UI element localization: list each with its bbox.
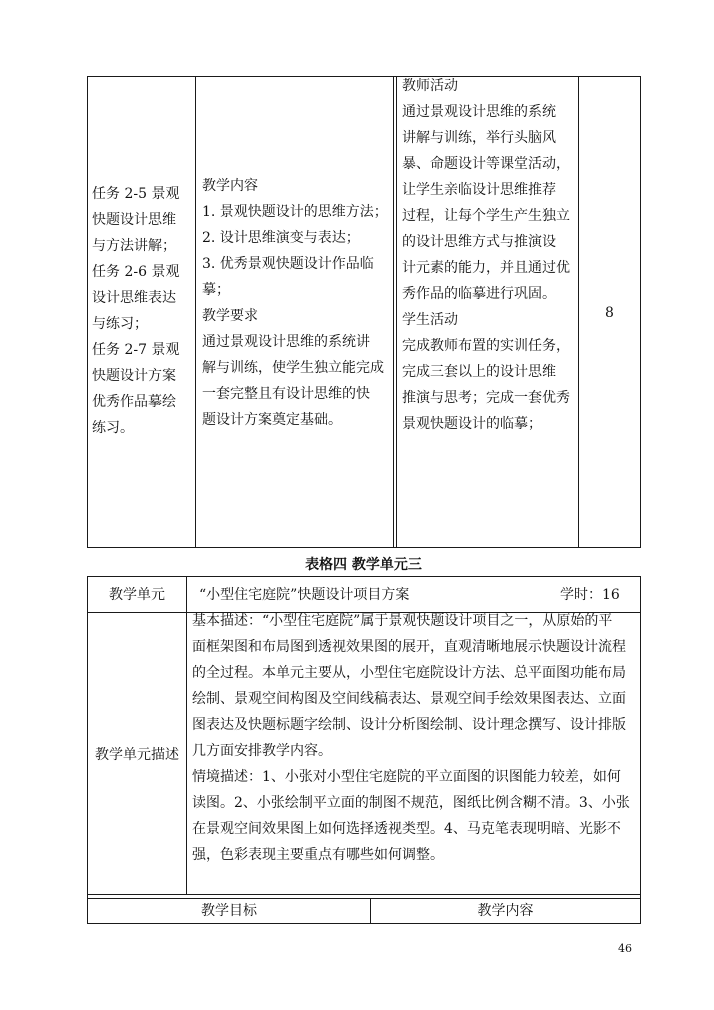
requirement-line: 题设计方案奠定基础。 <box>202 412 342 428</box>
requirement-heading: 教学要求 <box>202 308 258 324</box>
activity-cell <box>402 73 576 437</box>
requirement-line: 通过景观设计思维的系统讲 <box>202 334 370 350</box>
content-item: 3. 优秀景观快题设计作品临 <box>202 256 374 272</box>
top-table-border-right <box>640 76 641 548</box>
table-four-row-divider-2 <box>87 894 640 895</box>
requirement-line: 解与训练，使学生独立能完成 <box>202 360 384 376</box>
table-caption: 表格四 教学单元三 <box>305 557 422 573</box>
student-line: 推演与思考；完成一套优秀 <box>402 390 570 406</box>
task-line: 快题设计方案 <box>92 368 176 384</box>
page-number: 46 <box>618 942 632 955</box>
task-line: 快题设计思维 <box>92 212 176 228</box>
unit-name: “小型住宅庭院”快题设计项目方案 <box>199 587 410 603</box>
task-line: 任务 2-5 景观 <box>92 186 180 202</box>
teacher-line: 过程，让每个学生产生独立 <box>402 208 570 224</box>
unit-description <box>192 608 636 868</box>
teacher-line: 通过景观设计思维的系统 <box>402 104 556 120</box>
task-line: 优秀作品摹绘 <box>92 394 176 410</box>
teaching-content-heading: 教学内容 <box>202 178 258 194</box>
desc-line: 读图。2、小张绘制平立面的制图不规范，图纸比例含糊不清。3、小张 <box>192 795 630 811</box>
teacher-line: 秀作品的临摹进行巩固。 <box>402 286 556 302</box>
teacher-line: 计元素的能力，并且通过优 <box>402 260 570 276</box>
desc-line: 在景观空间效果图上如何选择透视类型。4、马克笔表现明暗、光影不 <box>192 821 621 837</box>
teacher-line: 暴、命题设计等课堂活动， <box>402 156 570 172</box>
teacher-line: 讲解与训练，举行头脑风 <box>402 130 556 146</box>
task-line: 设计思维表达 <box>92 290 176 306</box>
top-table-divider-2 <box>393 76 394 548</box>
desc-line: 绘制、景观空间构图及空间线稿表达、景观空间手绘效果图表达、立面 <box>192 691 626 707</box>
task-line: 练习。 <box>92 420 134 436</box>
student-line: 景观快题设计的临摹； <box>402 416 542 432</box>
hours-cell: 8 <box>605 305 614 321</box>
desc-line: 图表达及快题标题字绘制、设计分析图绘制、设计理念撰写、设计排版 <box>192 717 626 733</box>
desc-label: 教学单元描述 <box>95 747 179 763</box>
desc-line: 几方面安排教学内容。 <box>192 743 332 759</box>
unit-hours: 学时：16 <box>560 587 620 603</box>
content-cell <box>202 173 390 433</box>
table-four-border-top <box>87 576 640 577</box>
content-item: 2. 设计思维演变与表达； <box>202 230 360 246</box>
teacher-line: 的设计思维方式与推演设 <box>402 234 556 250</box>
task-line: 与方法讲解； <box>92 238 176 254</box>
desc-line: 基本描述：“小型住宅庭院”属于景观快题设计项目之一，从原始的平 <box>192 613 613 629</box>
desc-line: 情境描述：1、小张对小型住宅庭院的平立面图的识图能力较差，如何 <box>192 769 621 785</box>
top-table-border-left <box>87 76 88 548</box>
task-line: 任务 2-7 景观 <box>92 342 180 358</box>
desc-line: 的全过程。本单元主要从，小型住宅庭院设计方法、总平面图功能布局 <box>192 665 626 681</box>
teacher-line: 让学生亲临设计思维推荐 <box>402 182 556 198</box>
content-header: 教学内容 <box>477 903 534 919</box>
top-table-divider-1 <box>195 76 196 548</box>
content-item: 1. 景观快题设计的思维方法； <box>202 204 388 220</box>
student-line: 完成三套以上的设计思维 <box>402 364 556 380</box>
top-table-divider-2b <box>396 76 397 548</box>
teacher-activity-heading: 教师活动 <box>402 78 458 94</box>
desc-line: 强，色彩表现主要重点有哪些如何调整。 <box>192 847 444 863</box>
student-line: 完成教师布置的实训任务， <box>402 338 570 354</box>
student-activity-heading: 学生活动 <box>402 312 458 328</box>
task-line: 任务 2-6 景观 <box>92 264 180 280</box>
task-line: 与练习； <box>92 316 148 332</box>
task-cell <box>92 181 192 441</box>
table-four-divider-label <box>186 576 187 895</box>
goal-header: 教学目标 <box>201 903 257 919</box>
content-item: 摹； <box>202 282 230 298</box>
requirement-line: 一套完整且有设计思维的快 <box>202 386 370 402</box>
unit-label: 教学单元 <box>109 587 165 603</box>
table-four-border-right <box>640 576 641 924</box>
top-table-border-bottom <box>87 547 640 548</box>
desc-line: 面框架图和布局图到透视效果图的展开，直观清晰地展示快题设计流程 <box>192 639 626 655</box>
